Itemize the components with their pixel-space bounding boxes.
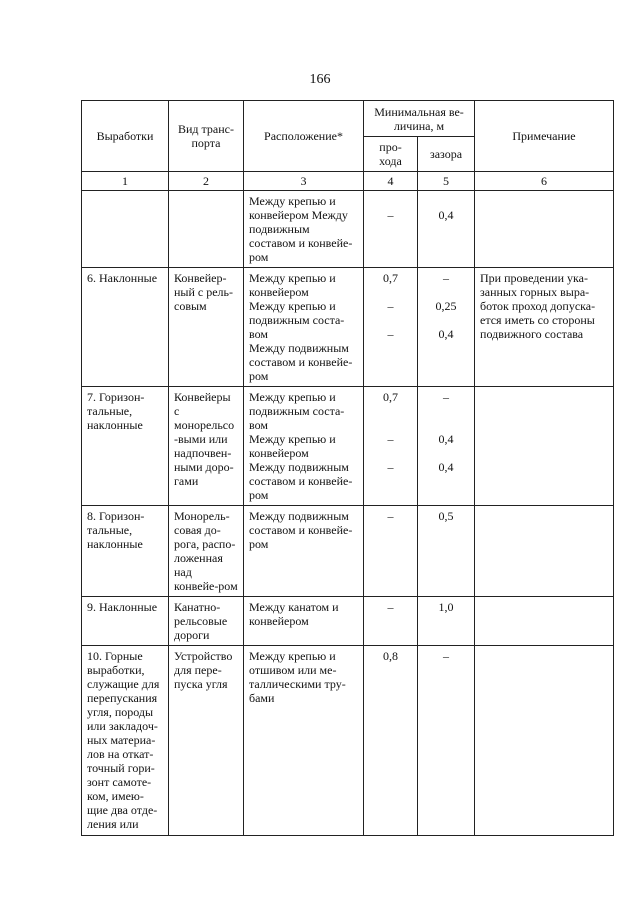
cell-passage: – xyxy=(364,191,418,268)
cell-passage: 0,8 xyxy=(364,646,418,836)
cell-clearance: – xyxy=(418,646,475,836)
cell-transport: Конвейер-ный с рель-совым xyxy=(169,268,244,387)
cell-transport xyxy=(169,191,244,268)
cell-note: При проведении ука-занных горных выра-боток проход допуска-ется иметь со стороны подвижного состава xyxy=(475,268,614,387)
cell-note xyxy=(475,191,614,268)
table-row xyxy=(82,191,614,268)
cell-location xyxy=(244,268,364,387)
cell-passage: 0,7 – – xyxy=(364,387,418,506)
table-row xyxy=(82,506,614,597)
cell-location: Между крепью и отшивом или ме-таллическими тру-бами xyxy=(244,646,364,836)
cell-workings: 7. Горизон-тальные, наклонные xyxy=(82,387,169,506)
table-row xyxy=(82,387,614,506)
clearance-table xyxy=(81,100,614,836)
cell-passage: – xyxy=(364,597,418,646)
cell-workings xyxy=(82,191,169,268)
cell-workings: 6. Наклонные xyxy=(82,268,169,387)
cell-note xyxy=(475,387,614,506)
header-location: Расположение* xyxy=(244,101,364,172)
header-transport: Вид транс-порта xyxy=(169,101,244,172)
cell-clearance: 0,4 xyxy=(418,191,475,268)
cell-clearance: 1,0 xyxy=(418,597,475,646)
col-number-3: 3 xyxy=(244,172,364,191)
header-clearance: зазора xyxy=(418,137,475,172)
col-number-5: 5 xyxy=(418,172,475,191)
cell-workings: 8. Горизон-тальные, наклонные xyxy=(82,506,169,597)
location-line: Между подвижным составом и конвейе-ром xyxy=(249,341,353,383)
col-number-1: 1 xyxy=(82,172,169,191)
cell-clearance: – 0,25 0,4 xyxy=(418,268,475,387)
cell-workings: 10. Горные выработки, служащие для перепускания угля, породы или закладоч-ных материа-лов на откат-точный гори-зонт самоте-ком, имею-щие два отде-ления или xyxy=(82,646,169,836)
cell-note xyxy=(475,506,614,597)
header-note: Примечание xyxy=(475,101,614,172)
header-workings: Выработки xyxy=(82,101,169,172)
page-number: 166 xyxy=(309,72,331,87)
cell-clearance: – 0,4 0,4 xyxy=(418,387,475,506)
col-number-6: 6 xyxy=(475,172,614,191)
location-line: Между крепью и подвижным соста-вом xyxy=(249,390,345,432)
cell-passage: 0,7 – – xyxy=(364,268,418,387)
cell-location: Между канатом и конвейером xyxy=(244,597,364,646)
table-row xyxy=(82,268,614,387)
header-passage: про-хода xyxy=(364,137,418,172)
col-number-2: 2 xyxy=(169,172,244,191)
cell-location: Между крепью и конвейером Между подвижным составом и конвейе-ром xyxy=(244,191,364,268)
cell-transport: Устройство для пере-пуска угля xyxy=(169,646,244,836)
cell-clearance: 0,5 xyxy=(418,506,475,597)
cell-workings: 9. Наклонные xyxy=(82,597,169,646)
cell-transport: Конвейеры с монорельсо-выми или надпочвен-ными доро-гами xyxy=(169,387,244,506)
cell-passage: – xyxy=(364,506,418,597)
location-line: Между крепью и конвейером xyxy=(249,271,336,299)
cell-note xyxy=(475,646,614,836)
cell-transport: Канатно-рельсовые дороги xyxy=(169,597,244,646)
table-row xyxy=(82,597,614,646)
cell-location xyxy=(244,387,364,506)
cell-note xyxy=(475,597,614,646)
cell-transport: Монорель-совая до-рога, распо-ложенная над конвейе-ром xyxy=(169,506,244,597)
table-row xyxy=(82,646,614,836)
location-line: Между крепью и конвейером xyxy=(249,432,336,460)
location-line: Между подвижным составом и конвейе-ром xyxy=(249,460,353,502)
cell-location: Между подвижным составом и конвейе-ром xyxy=(244,506,364,597)
location-line: Между крепью и подвижным соста-вом xyxy=(249,299,345,341)
col-number-4: 4 xyxy=(364,172,418,191)
header-min-value: Минимальная ве-личина, м xyxy=(364,101,475,137)
